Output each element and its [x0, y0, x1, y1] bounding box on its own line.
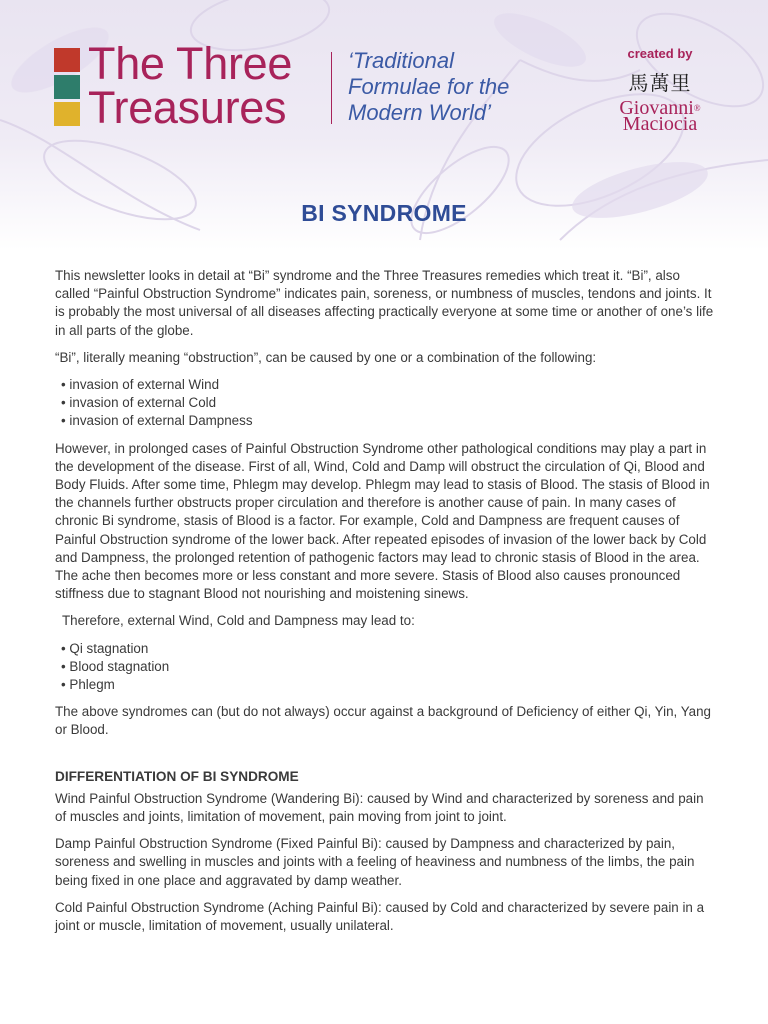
results-list — [55, 640, 715, 695]
tagline-line-3: Modern World’ — [348, 100, 492, 125]
three-treasures-logo-icon — [54, 48, 80, 126]
damp-bi-paragraph: Damp Painful Obstruction Syndrome (Fixed Painful Bi): caused by Dampness and characterized by pain, soreness and swelling in muscles and joints with a feeling of heaviness and numbness of the limbs, the pain being fixed in one place and aggravated by damp weather. — [55, 836, 695, 888]
intro-paragraph-1: This newsletter looks in detail at “Bi” syndrome and the Three Treasures remedies which treat it. “Bi”, also called “Painful Obstruction Syndrome” indicates pain, soreness, or numbness of muscles, tendons and joints. It is probably the most universal of all diseases affecting practically everyone at some time or another of one’s life in all parts of the globe. — [55, 268, 714, 338]
brand-title — [88, 38, 293, 133]
intro-paragraph-3: However, in prolonged cases of Painful Obstruction Syndrome other pathological conditions may play a part in the development of the disease. First of all, Wind, Cold and Damp will obstruct the circulation of Qi, Blood and Body Fluids. After some time, Phlegm may develop. Phlegm may lead to stasis of Blood. The stasis of Blood in the channels further obstructs proper circulation and therefore is another cause of pain. In many cases of chronic Bi syndrome, stasis of Blood is a factor. For example, Cold and Dampness are frequent causes of Painful Obstruction syndrome of the lower back. After repeated episodes of invasion of the lower back by Cold and Dampness, the prolonged retention of pathogenic factors may lead to chronic stasis of Blood in the area. The ache then becomes more or less constant and more severe. Stasis of Blood also causes pronounced stiffness due to stagnant Blood not nourishing and moistening sinews. — [55, 440, 710, 602]
creator-first-name: Giovanni — [619, 97, 694, 119]
creator-name — [600, 97, 720, 135]
differentiation-heading: DIFFERENTIATION OF BI SYNDROME — [55, 768, 299, 784]
creator-last-name: Maciocia — [622, 113, 698, 135]
tagline — [348, 48, 509, 126]
list-item: • invasion of external Dampness — [61, 412, 715, 430]
registered-mark: ® — [693, 103, 701, 113]
tagline-line-1: ‘Traditional — [348, 48, 454, 73]
intro-paragraph-2: “Bi”, literally meaning “obstruction”, can be caused by one or a combination of the following: — [55, 349, 597, 365]
brand-line-2: Treasures — [88, 82, 287, 133]
list-item: • Blood stagnation — [61, 658, 715, 676]
brand-line-1: The Three — [88, 38, 293, 89]
tagline-line-2: Formulae for the — [348, 74, 510, 99]
logo-square-teal — [54, 75, 80, 99]
wind-bi-paragraph: Wind Painful Obstruction Syndrome (Wandering Bi): caused by Wind and characterized by soreness and pain of muscles and joints, limitation of movement, pain moving from joint to joint. — [55, 790, 704, 825]
causes-list — [55, 376, 715, 431]
list-item: • invasion of external Wind — [61, 376, 715, 394]
intro-paragraph-4: Therefore, external Wind, Cold and Dampness may lead to: — [62, 613, 415, 629]
header-divider — [331, 52, 332, 124]
list-item: • invasion of external Cold — [61, 394, 715, 412]
intro-paragraph-5: The above syndromes can (but do not always) occur against a background of Deficiency of either Qi, Yin, Yang or Blood. — [55, 704, 712, 738]
created-by-label: created by — [627, 46, 693, 61]
cold-bi-paragraph: Cold Painful Obstruction Syndrome (Aching Painful Bi): caused by Cold and characterized by severe pain in a joint or muscle, limitation of movement, usually unilateral. — [55, 899, 705, 934]
creator-credit — [600, 46, 720, 135]
creator-chinese-name: 馬萬里 — [628, 71, 692, 95]
page-title: BI SYNDROME — [301, 200, 467, 226]
logo-square-red — [54, 48, 80, 72]
logo-square-gold — [54, 102, 80, 126]
list-item: • Qi stagnation — [61, 640, 715, 658]
list-item: • Phlegm — [61, 676, 715, 694]
article-body — [55, 267, 715, 944]
